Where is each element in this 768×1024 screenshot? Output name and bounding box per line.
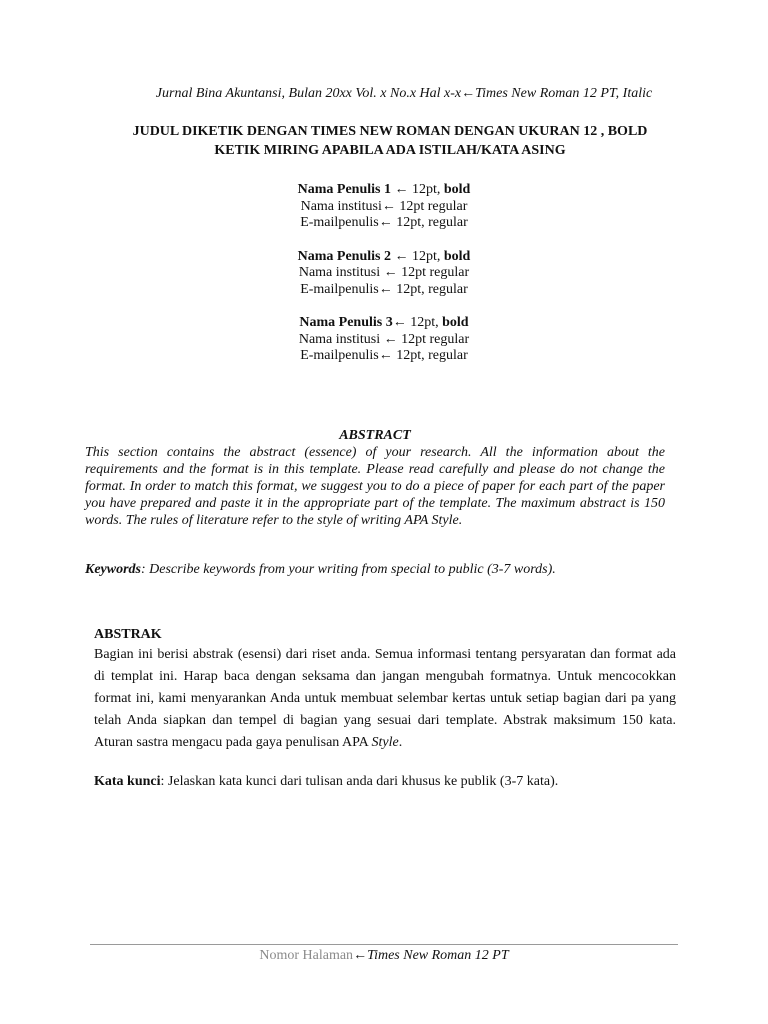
abstrak-body-italic: Style xyxy=(371,735,399,750)
author-name-note: ← 12pt, xyxy=(390,182,444,197)
author-institution: Nama institusi ← 12pt regular xyxy=(298,331,470,347)
title-line-1: JUDUL DIKETIK DENGAN TIMES NEW ROMAN DENGAN UKURAN 12 , BOLD xyxy=(132,124,648,139)
footer-divider xyxy=(90,944,678,945)
page-footer xyxy=(0,948,768,964)
author-block-1 xyxy=(0,182,768,232)
author-name-note-bold: bold xyxy=(443,248,471,264)
author-email: E-mailpenulis← 12pt, regular xyxy=(300,281,468,297)
author-name: Nama Penulis 3 xyxy=(299,315,393,330)
author-name-note-bold: bold xyxy=(443,182,471,197)
abstrak-body xyxy=(94,644,676,754)
author-name-note: ← 12pt, xyxy=(390,248,444,264)
abstrak-body-text: Bagian ini berisi abstrak (esensi) dari riset anda. Semua informasi tentang persyaratan dan format ada di templat ini. Harap baca dengan seksama dan jangan mengubah formatnya. Untuk mencocokkan format ini, kami menyarankan Anda untuk membuat selembar kertas untuk setiap bagian dari pa yang telah Anda siapkan dan tempel di bagian yang sesuai dari template. Abstrak maksimum 150 kata. Aturan sastra mengacu pada gaya penulisan APA xyxy=(94,647,676,750)
author-institution: Nama institusi ← 12pt regular xyxy=(298,265,470,280)
author-name-line xyxy=(0,249,768,266)
author-name: Nama Penulis 2 xyxy=(297,248,391,264)
abstrak-body-end: . xyxy=(398,735,403,750)
keywords-indonesian xyxy=(94,774,676,790)
journal-header: Jurnal Bina Akuntansi, Bulan 20xx Vol. x No.x Hal x-x←Times New Roman 12 PT, Italic xyxy=(155,86,653,101)
author-email: E-mailpenulis← 12pt, regular xyxy=(300,215,468,230)
author-name-note-bold: bold xyxy=(442,315,469,330)
keywords-english xyxy=(85,562,665,578)
paper-title xyxy=(60,122,720,160)
author-institution: Nama institusi← 12pt regular xyxy=(300,198,468,214)
abstrak-heading: ABSTRAK xyxy=(94,627,162,642)
author-name: Nama Penulis 1 xyxy=(297,182,391,197)
author-name-note: ← 12pt, xyxy=(392,315,443,330)
abstract-body: This section contains the abstract (essence) of your research. All the information about the requirements and the format is in this template. Please read carefully and please do not change the format. In order to match this format, we suggest you to do a piece of paper for each part of the paper you have prepared and paste it in the appropriate part of the template. The maximum abstract is 150 words. The rules of literature refer to the style of writing APA Style. xyxy=(85,445,665,528)
author-block-2 xyxy=(0,249,768,299)
keywords-text: : Describe keywords from your writing from special to public (3-7 words). xyxy=(141,562,556,577)
kata-kunci-label: Kata kunci xyxy=(94,774,161,789)
footer-note: ←Times New Roman 12 PT xyxy=(353,948,509,963)
author-list xyxy=(0,182,768,382)
abstract-indonesian xyxy=(94,626,676,754)
page-number-label: Nomor Halaman xyxy=(259,948,354,963)
abstract-heading: ABSTRACT xyxy=(339,428,411,443)
title-line-2: KETIK MIRING APABILA ADA ISTILAH/KATA ASING xyxy=(214,143,566,158)
author-email: E-mailpenulis← 12pt, regular xyxy=(300,348,468,363)
author-name-line xyxy=(0,315,768,332)
abstract-english xyxy=(85,427,665,529)
author-block-3 xyxy=(0,315,768,365)
kata-kunci-text: : Jelaskan kata kunci dari tulisan anda dari khusus ke publik (3-7 kata). xyxy=(160,774,559,789)
keywords-label: Keywords xyxy=(85,562,141,577)
author-name-line xyxy=(0,182,768,199)
